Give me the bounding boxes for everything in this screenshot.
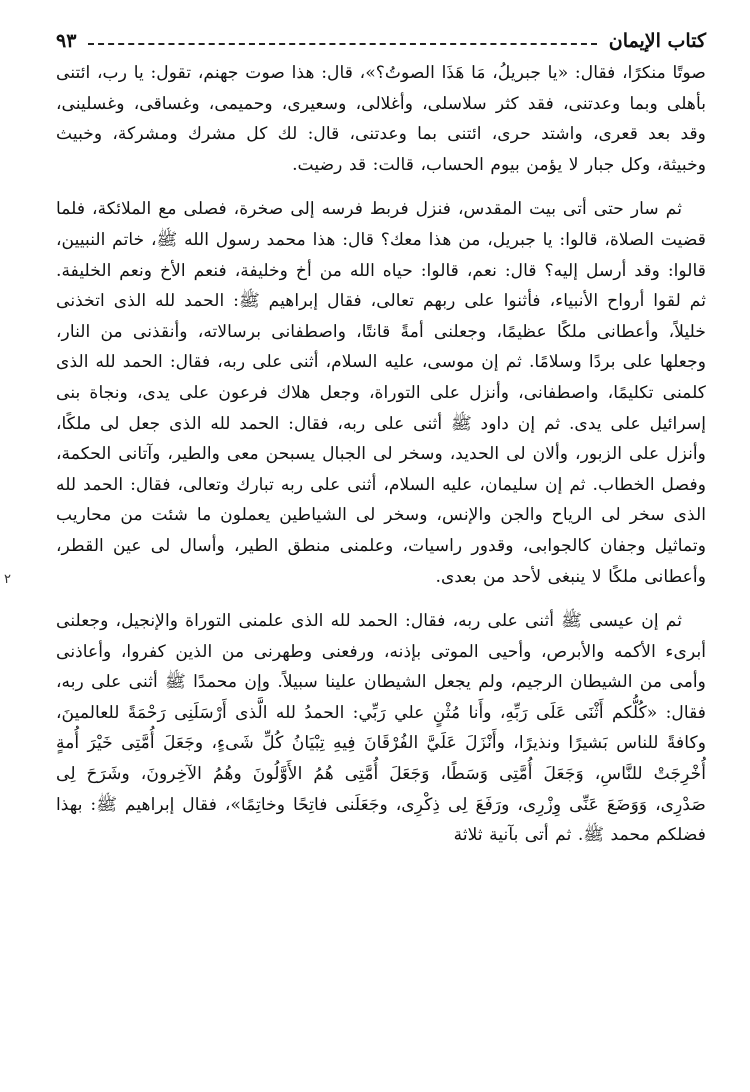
paragraph-3: ثم إن عيسى ﷺ أثنى على ربه، فقال: الحمد لله الذى علمنى التوراة والإنجيل، وجعلنى أبرىء الأكمه والأبرص، وأحيى الموتى بإذنه، ورفعنى وطهرنى من الذين كفروا، وأعاذنى وأمى من الشيطان الرجيم، ولم يجعل الشيطان علينا سبيلاً. وإن محمدًا ﷺ أثنى على ربه، فقال: «كُلُّكم أَثْنَى عَلَى رَبِّهِ، وأَنا مُثْنٍ علي رَبِّي: الحمدُ لله الَّذى أَرْسَلَنِى رَحْمَةً للعالمينَ، وكافةً للناس بَشيرًا ونذيرًا، وأَنْزَلَ عَلَيَّ الفُرْقَانَ فِيهِ تِبْيَانُ كُلِّ شَىءٍ، وجَعَلَ أُمَّتِى خَيْرَ أُمةٍ أُخْرِجَتْ للنَّاسِ، وَجَعَلَ أُمَّتِى وَسَطًا، وَجَعَلَ أُمَّتِى هُمُ الأَوَّلُونَ وهُمُ الآخِرونَ، وشَرَحَ لِى صَدْرِى، وَوَضَعَ عَنِّى وِزْرِى، ورَفَعَ لِى ذِكْرِى، وجَعَلَنى فاتِحًا وخاتِمًا»، فقال إبراهيم ﷺ: بهذا فضلكم محمد ﷺ. ثم أتى بآنية ثلاثة bbox=[56, 611, 706, 846]
page-number: ٩٣ bbox=[56, 30, 77, 52]
header-dashed-rule bbox=[88, 43, 596, 45]
margin-footnote-mark: ٢ bbox=[4, 572, 11, 587]
book-title: كتاب الإيمان bbox=[608, 30, 706, 52]
paragraph-1: صوتًا منكرًا، فقال: «يا جبريلُ، مَا هَذَا الصوتُ؟»، قال: هذا صوت جهنم، تقول: يا رب، ائتنى بأهلى وبما وعدتنى، فقد كثر سلاسلى، وأغلالى، وسعيرى، وحميمى، وغساقى، وغسلينى، وقد بعد قعرى، واشتد حرى، ائتنى بما وعدتنى، قال: لك كل مشرك ومشركة، وخبيث وخبيثة، وكل جبار لا يؤمن بيوم الحساب، قالت: قد رضيت. bbox=[56, 63, 706, 175]
running-header bbox=[56, 24, 706, 58]
paragraph-2: ثم سار حتى أتى بيت المقدس، فنزل فربط فرسه إلى صخرة، فصلى مع الملائكة، فلما قضيت الصلاة، قالوا: يا جبريل، من هذا معك؟ قال: هذا محمد رسول الله ﷺ، خاتم النبيين، قالوا: وقد أرسل إليه؟ قال: نعم، قالوا: حياه الله من أخ وخليفة، فنعم الأخ ونعم الخليفة. ثم لقوا أرواح الأنبياء، فأثنوا على ربهم تعالى، فقال إبراهيم ﷺ: الحمد لله الذى اتخذنى خليلاً، وأعطانى ملكًا عظيمًا، وجعلنى أمةً قانتًا، واصطفانى برسالاته، وأنقذنى من النار، وجعلها على بردًا وسلامًا. ثم إن موسى، عليه السلام، أثنى على ربه، فقال: الحمد لله الذى كلمنى تكليمًا، واصطفانى، وأنزل على التوراة، وجعل هلاك فرعون على يدى، ونجاة بنى إسرائيل على يدى. ثم إن داود ﷺ أثنى على ربه، فقال: الحمد لله الذى جعل لى ملكًا، وأنزل على الزبور، وألان لى الحديد، وسخر لى الجبال يسبحن معى والطير، وآتانى الحكمة، وفصل الخطاب. ثم إن سليمان، عليه السلام، أثنى على ربه تبارك وتعالى، فقال: الحمد لله الذى سخر لى الرياح والجن والإنس، وسخر لى الشياطين يعملون ما شئت من محاريب وتماثيل وجفان كالجوابى، وقدور راسيات، وعلمنى منطق الطير، وأسال لى عين القطر، وأعطانى ملكًا لا ينبغى لأحد من بعدى. bbox=[56, 199, 706, 587]
document-page bbox=[56, 24, 706, 851]
